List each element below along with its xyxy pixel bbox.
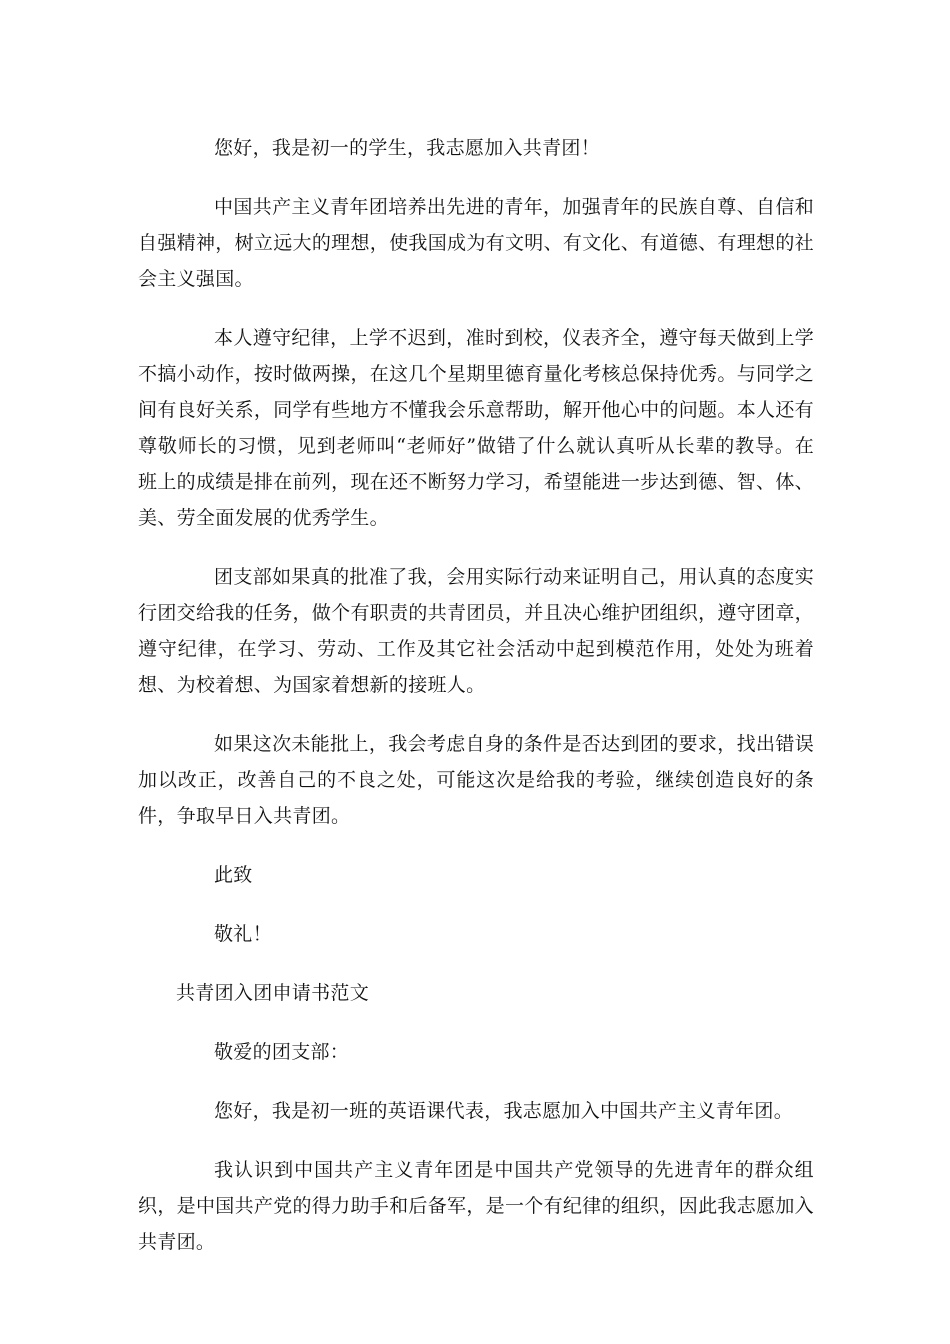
greeting-paragraph: 您好，我是初一班的英语课代表，我志愿加入中国共产主义青年团。 — [214, 1100, 794, 1122]
greeting-paragraph: 您好，我是初一的学生，我志愿加入共青团！ — [214, 137, 601, 159]
body-paragraph: 我认识到中国共产主义青年团是中国共产党领导的先进青年的群众组织，是中国共产党的得力助手和后备军，是一个有纪律的组织，因此我志愿加入共青团。 — [138, 1159, 814, 1253]
body-paragraph: 如果这次未能批上，我会考虑自身的条件是否达到团的要求，找出错误加以改正，改善自己的不良之处，可能这次是给我的考验，继续创造良好的条件，争取早日入共青团。 — [138, 733, 814, 827]
section-title: 共青团入团申请书范文 — [176, 982, 370, 1004]
closing-line: 敬礼！ — [214, 923, 272, 945]
salutation: 敬爱的团支部： — [214, 1041, 350, 1063]
document-body — [138, 130, 814, 1283]
body-paragraph: 中国共产主义青年团培养出先进的青年，加强青年的民族自尊、自信和自强精神，树立远大的理想，使我国成为有文明、有文化、有道德、有理想的社会主义强国。 — [138, 196, 814, 290]
closing-line: 此致 — [214, 864, 253, 886]
body-paragraph: 本人遵守纪律，上学不迟到，准时到校，仪表齐全，遵守每天做到上学不搞小动作，按时做两操，在这几个星期里德育量化考核总保持优秀。与同学之间有良好关系，同学有些地方不懂我会乐意帮助，解开他心中的问题。本人还有尊敬师长的习惯，见到老师叫“老师好”做错了什么就认真听从长辈的教导。在班上的成绩是排在前列，现在还不断努力学习，希望能进一步达到德、智、体、美、劳全面发展的优秀学生。 — [138, 327, 814, 529]
body-paragraph: 团支部如果真的批准了我，会用实际行动来证明自己，用认真的态度实行团交给我的任务，做个有职责的共青团员，并且决心维护团组织，遵守团章，遵守纪律，在学习、劳动、工作及其它社会活动中起到模范作用，处处为班着想、为校着想、为国家着想新的接班人。 — [138, 566, 814, 696]
